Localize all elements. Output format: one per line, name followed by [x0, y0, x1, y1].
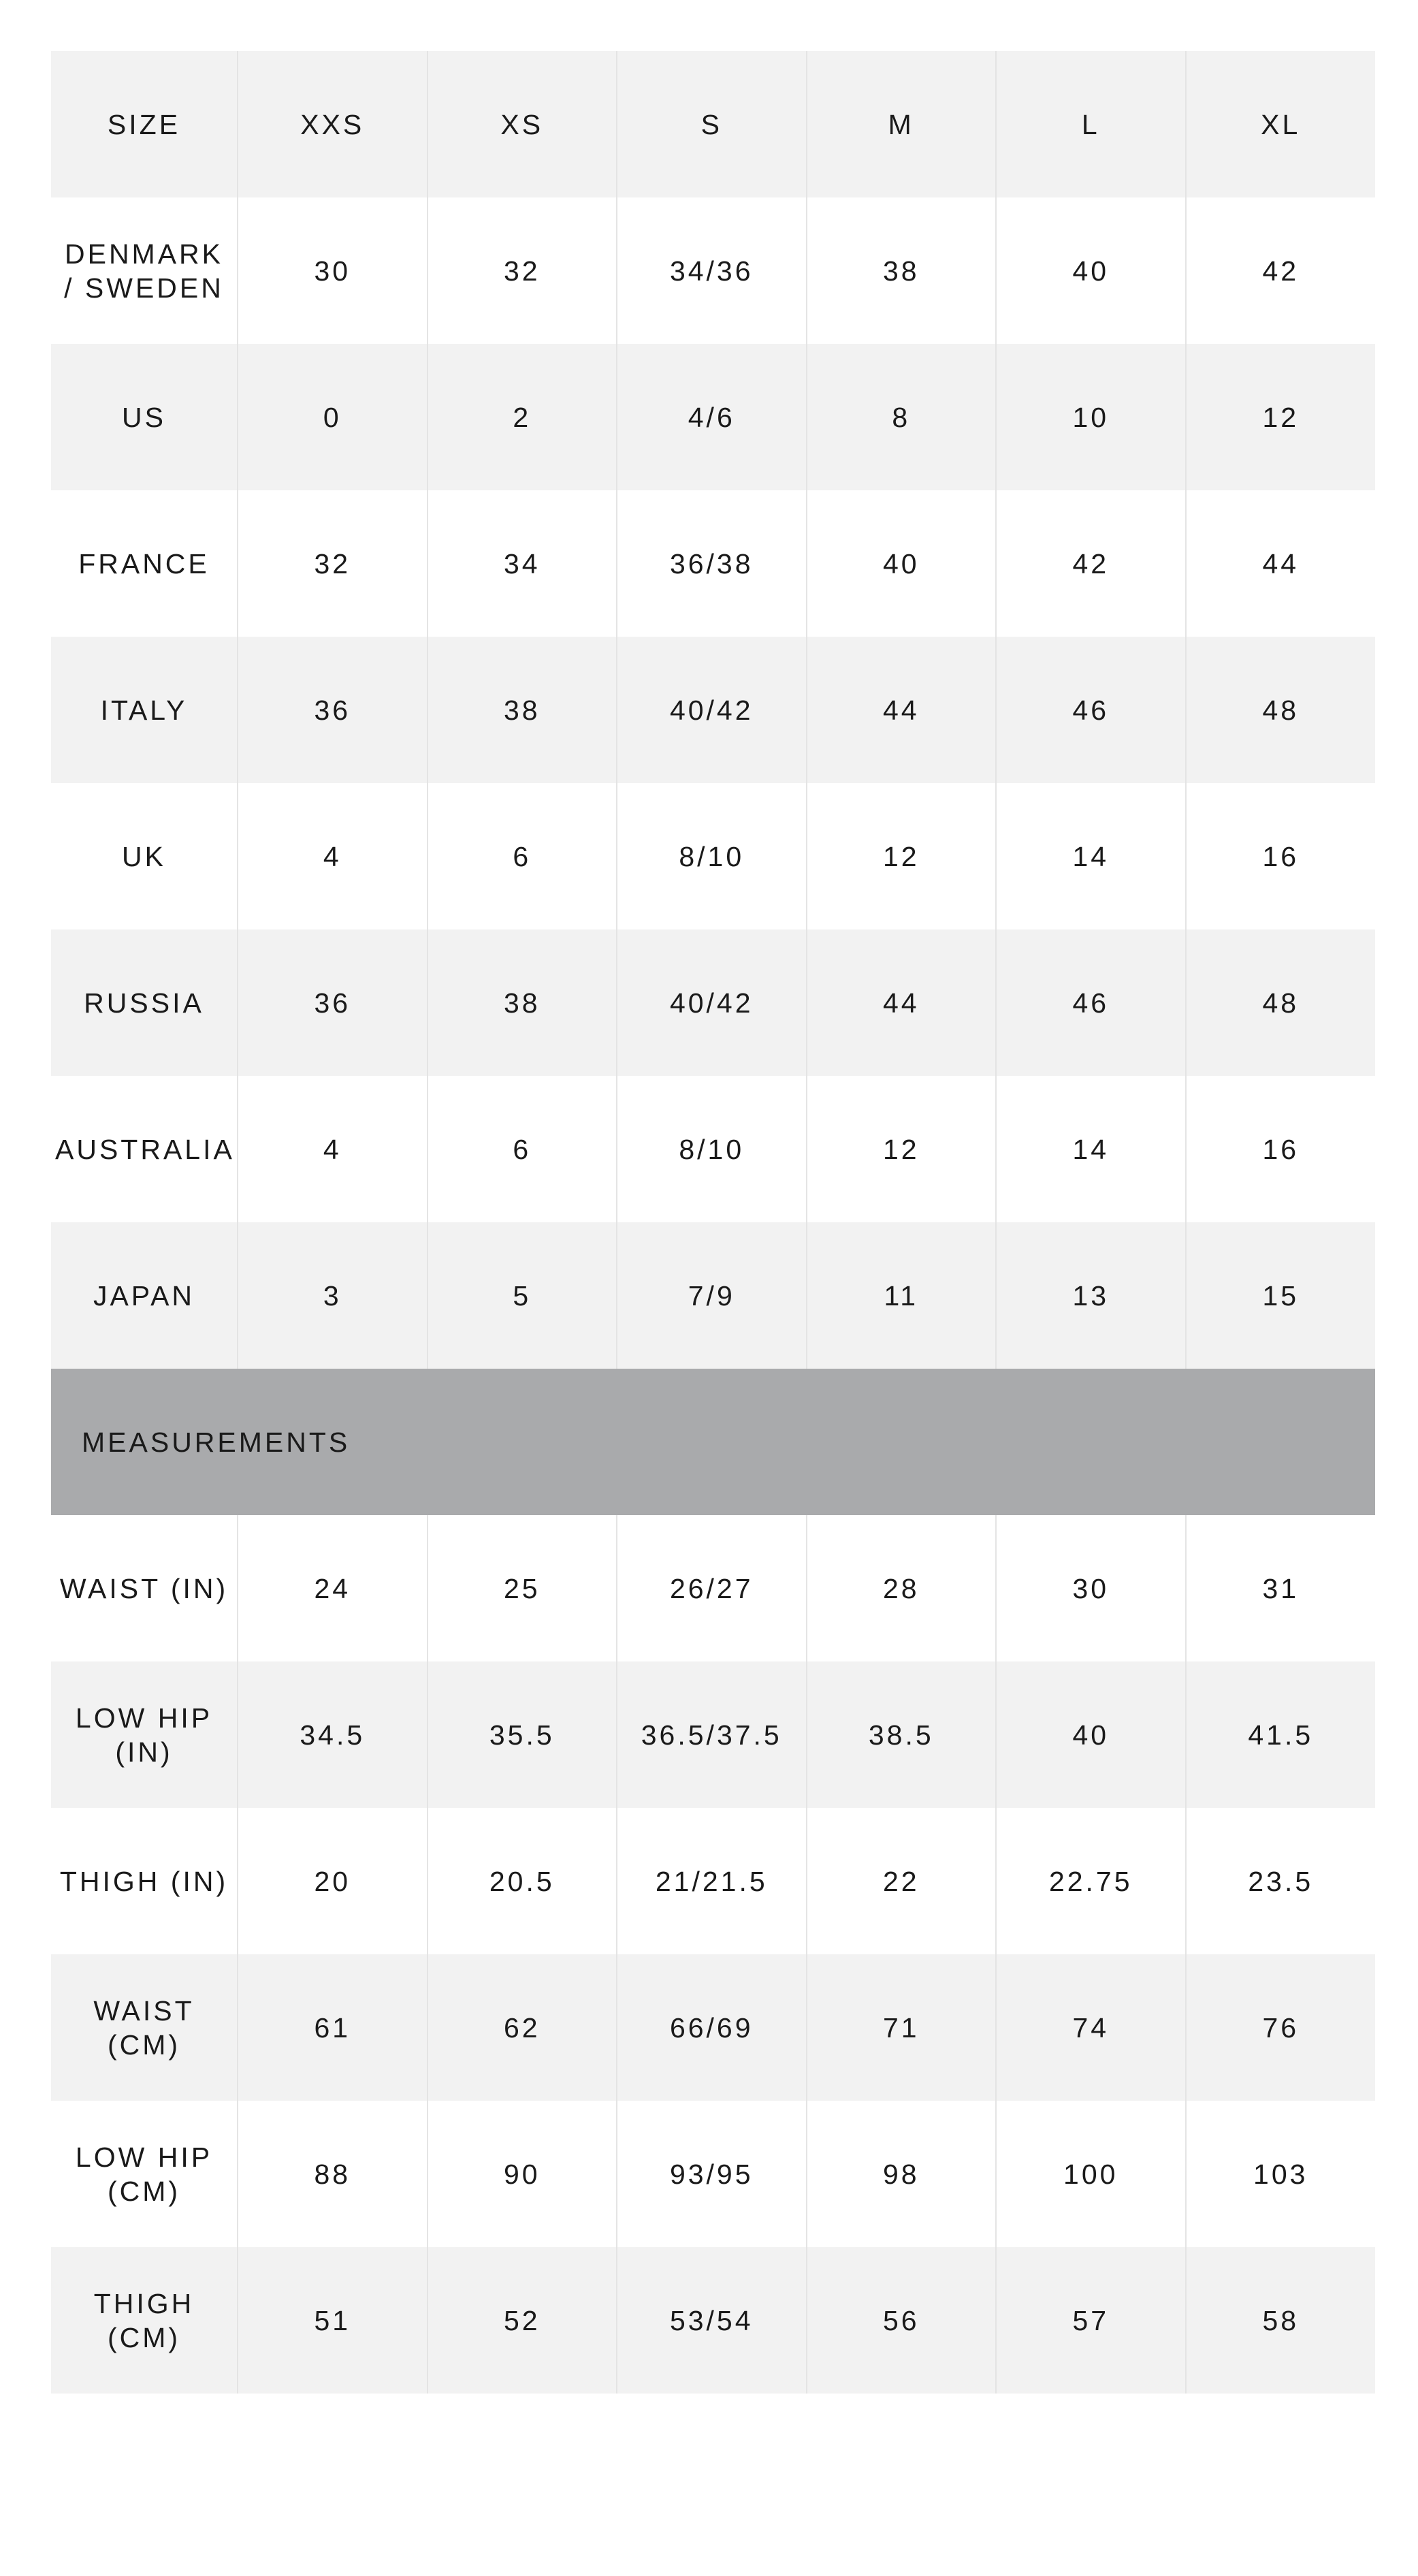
table-cell: 40: [996, 197, 1186, 344]
measurements-heading: MEASUREMENTS: [51, 1369, 1375, 1515]
size-header-row: [51, 51, 1375, 197]
table-cell: 38: [428, 929, 617, 1076]
row-label: LOW HIP (IN): [51, 1661, 238, 1808]
table-cell: 34.5: [238, 1661, 428, 1808]
table-cell: 46: [996, 637, 1186, 783]
table-cell: 30: [996, 1515, 1186, 1661]
table-cell: 44: [1186, 490, 1376, 637]
table-cell: 53/54: [617, 2247, 807, 2394]
conversion-row-denmark-sweden: [51, 197, 1375, 344]
row-label: US: [51, 344, 238, 490]
table-cell: 25: [428, 1515, 617, 1661]
row-label: THIGH (IN): [51, 1808, 238, 1954]
measurement-row-waist-cm: [51, 1954, 1375, 2101]
table-cell: 44: [807, 637, 997, 783]
table-cell: 22.75: [996, 1808, 1186, 1954]
size-chart-table: [51, 51, 1375, 2394]
table-cell: 32: [428, 197, 617, 344]
table-cell: 12: [807, 1076, 997, 1222]
table-cell: 74: [996, 1954, 1186, 2101]
table-cell: 52: [428, 2247, 617, 2394]
size-header-cell: L: [996, 51, 1186, 197]
table-cell: 20: [238, 1808, 428, 1954]
table-cell: 11: [807, 1222, 997, 1369]
conversion-row-russia: [51, 929, 1375, 1076]
measurement-row-waist-in: [51, 1515, 1375, 1661]
table-cell: 26/27: [617, 1515, 807, 1661]
conversion-row-italy: [51, 637, 1375, 783]
size-header-cell: XL: [1186, 51, 1376, 197]
table-cell: 10: [996, 344, 1186, 490]
conversion-row-france: [51, 490, 1375, 637]
table-cell: 14: [996, 1076, 1186, 1222]
row-label: FRANCE: [51, 490, 238, 637]
table-cell: 36/38: [617, 490, 807, 637]
measurements-section-row: [51, 1369, 1375, 1515]
table-cell: 4/6: [617, 344, 807, 490]
table-cell: 44: [807, 929, 997, 1076]
table-cell: 103: [1186, 2101, 1376, 2247]
conversion-row-japan: [51, 1222, 1375, 1369]
table-cell: 98: [807, 2101, 997, 2247]
table-cell: 38.5: [807, 1661, 997, 1808]
table-cell: 14: [996, 783, 1186, 929]
table-cell: 46: [996, 929, 1186, 1076]
table-cell: 24: [238, 1515, 428, 1661]
table-cell: 7/9: [617, 1222, 807, 1369]
table-cell: 34: [428, 490, 617, 637]
table-cell: 8/10: [617, 783, 807, 929]
table-cell: 34/36: [617, 197, 807, 344]
table-cell: 56: [807, 2247, 997, 2394]
conversion-row-uk: [51, 783, 1375, 929]
table-cell: 35.5: [428, 1661, 617, 1808]
row-label: JAPAN: [51, 1222, 238, 1369]
measurement-row-low-hip-in: [51, 1661, 1375, 1808]
table-cell: 20.5: [428, 1808, 617, 1954]
table-cell: 41.5: [1186, 1661, 1376, 1808]
table-cell: 13: [996, 1222, 1186, 1369]
table-cell: 4: [238, 1076, 428, 1222]
table-cell: 40: [996, 1661, 1186, 1808]
conversion-row-us: [51, 344, 1375, 490]
table-cell: 38: [807, 197, 997, 344]
table-cell: 66/69: [617, 1954, 807, 2101]
table-cell: 4: [238, 783, 428, 929]
row-label: WAIST (CM): [51, 1954, 238, 2101]
table-cell: 16: [1186, 783, 1376, 929]
row-label: LOW HIP (CM): [51, 2101, 238, 2247]
measurement-row-thigh-in: [51, 1808, 1375, 1954]
table-cell: 71: [807, 1954, 997, 2101]
table-cell: 93/95: [617, 2101, 807, 2247]
table-cell: 38: [428, 637, 617, 783]
table-cell: 23.5: [1186, 1808, 1376, 1954]
table-cell: 61: [238, 1954, 428, 2101]
conversion-row-australia: [51, 1076, 1375, 1222]
table-cell: 42: [996, 490, 1186, 637]
table-cell: 90: [428, 2101, 617, 2247]
table-cell: 8/10: [617, 1076, 807, 1222]
table-cell: 6: [428, 1076, 617, 1222]
table-cell: 88: [238, 2101, 428, 2247]
row-label: WAIST (IN): [51, 1515, 238, 1661]
table-cell: 36: [238, 637, 428, 783]
row-label: AUSTRALIA: [51, 1076, 238, 1222]
table-cell: 36: [238, 929, 428, 1076]
table-cell: 31: [1186, 1515, 1376, 1661]
table-cell: 40/42: [617, 637, 807, 783]
table-cell: 40/42: [617, 929, 807, 1076]
table-cell: 28: [807, 1515, 997, 1661]
table-cell: 15: [1186, 1222, 1376, 1369]
table-cell: 6: [428, 783, 617, 929]
table-cell: 100: [996, 2101, 1186, 2247]
row-label: DENMARK / SWEDEN: [51, 197, 238, 344]
table-cell: 76: [1186, 1954, 1376, 2101]
table-cell: 58: [1186, 2247, 1376, 2394]
table-cell: 57: [996, 2247, 1186, 2394]
size-header-cell: S: [617, 51, 807, 197]
table-cell: 3: [238, 1222, 428, 1369]
table-cell: 21/21.5: [617, 1808, 807, 1954]
table-cell: 30: [238, 197, 428, 344]
size-header-cell: XS: [428, 51, 617, 197]
table-cell: 32: [238, 490, 428, 637]
table-cell: 12: [807, 783, 997, 929]
table-cell: 48: [1186, 929, 1376, 1076]
measurement-row-low-hip-cm: [51, 2101, 1375, 2247]
table-cell: 48: [1186, 637, 1376, 783]
size-header-cell: M: [807, 51, 997, 197]
table-cell: 22: [807, 1808, 997, 1954]
row-label: UK: [51, 783, 238, 929]
row-label: ITALY: [51, 637, 238, 783]
table-cell: 12: [1186, 344, 1376, 490]
row-label: RUSSIA: [51, 929, 238, 1076]
size-header-cell: XXS: [238, 51, 428, 197]
size-header-label: SIZE: [51, 51, 238, 197]
table-cell: 62: [428, 1954, 617, 2101]
table-cell: 2: [428, 344, 617, 490]
row-label: THIGH (CM): [51, 2247, 238, 2394]
table-cell: 51: [238, 2247, 428, 2394]
table-cell: 40: [807, 490, 997, 637]
table-cell: 8: [807, 344, 997, 490]
table-cell: 0: [238, 344, 428, 490]
table-cell: 5: [428, 1222, 617, 1369]
measurement-row-thigh-cm: [51, 2247, 1375, 2394]
table-cell: 16: [1186, 1076, 1376, 1222]
table-cell: 42: [1186, 197, 1376, 344]
table-cell: 36.5/37.5: [617, 1661, 807, 1808]
